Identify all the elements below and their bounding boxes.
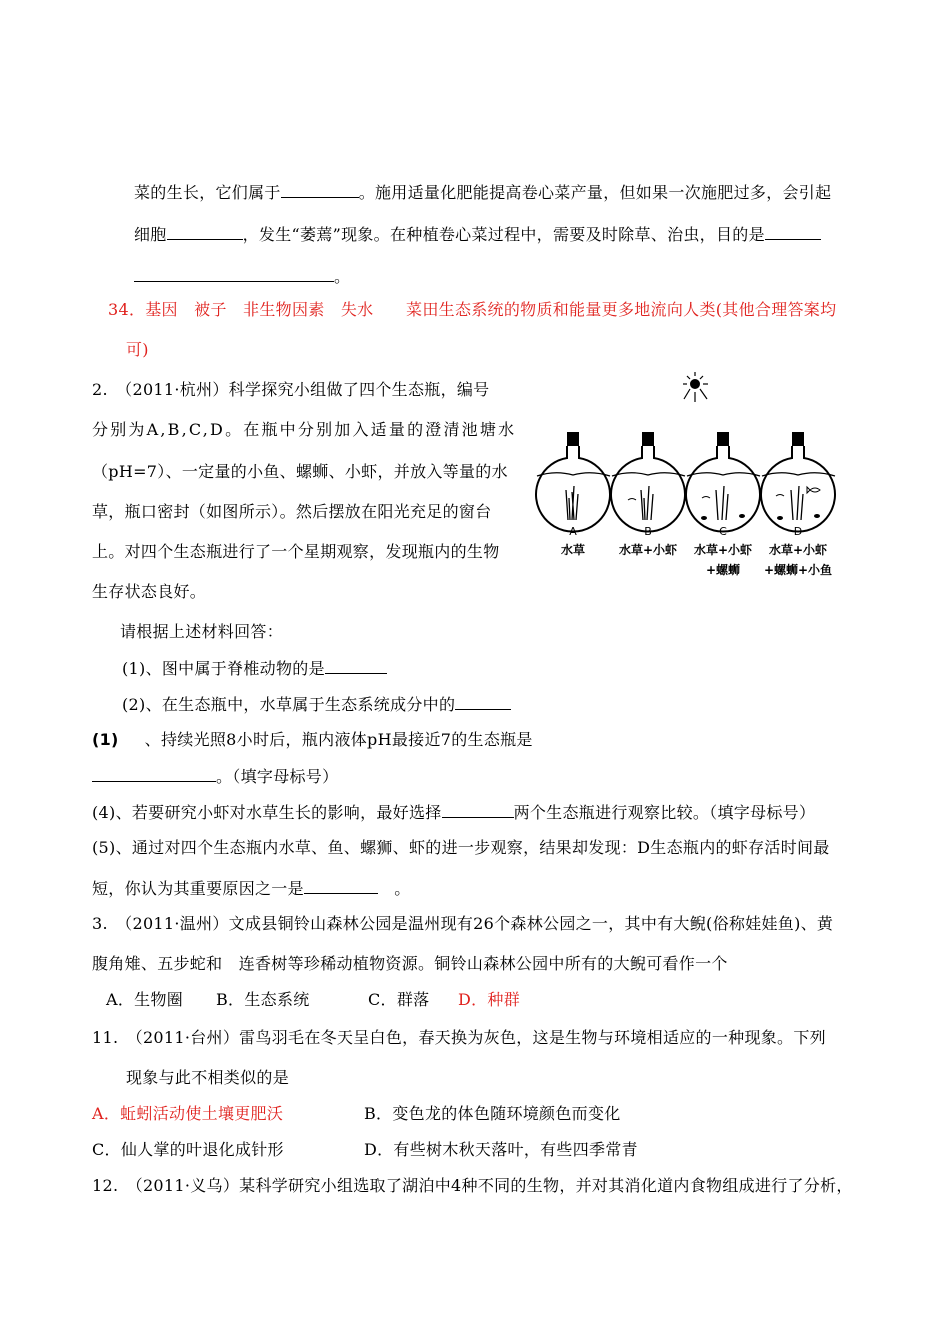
bottle-d xyxy=(761,432,835,532)
q11-line-1: 11. （2011·台州）雷鸟羽毛在冬天呈白色，春天换为灰色，这是生物与环境相适应的一种现象。下列 xyxy=(92,1028,826,1047)
text-fragment: 。 xyxy=(334,267,351,286)
snail-icon xyxy=(701,516,707,520)
answer-blank[interactable] xyxy=(281,182,359,198)
bottle-b-letter: B xyxy=(644,525,652,538)
prev-question-line-2 xyxy=(134,224,821,245)
q2-sub-3-cont xyxy=(92,766,338,787)
answer-blank[interactable] xyxy=(92,766,216,782)
q2-line-4: 草，瓶口密封（如图所示）。然后摆放在阳光充足的窗台 xyxy=(92,502,492,521)
answer-blank[interactable] xyxy=(442,802,514,818)
bottle-d-letter: D xyxy=(793,525,803,538)
q3-option-c[interactable]: C．群落 xyxy=(368,990,430,1009)
snail-icon xyxy=(739,514,745,518)
q11-line-2: 现象与此不相类似的是 xyxy=(126,1068,290,1087)
text-fragment: 、持续光照8小时后，瓶内液体pH最接近7的生态瓶是 xyxy=(144,730,533,749)
q2-sub-5-line-2 xyxy=(92,878,411,899)
text-fragment: ，发生“萎蔫”现象。在种植卷心菜过程中，需要及时除草、治虫，目的是 xyxy=(242,225,765,244)
q2-sub-4 xyxy=(92,802,815,823)
shrimp-icon xyxy=(628,499,636,501)
q2-sub-1 xyxy=(122,658,387,679)
text-fragment: 菜的生长，它们属于 xyxy=(134,183,281,202)
q3-line-2: 腹角雉、五步蛇和 连香树等珍稀动植物资源。铜铃山森林公园中所有的大鲵可看作一个 xyxy=(92,954,728,973)
q2-line-2: 分别为A,B,C,D。在瓶中分别加入适量的澄清池塘水 xyxy=(92,420,517,439)
bottle-a-letter: A xyxy=(569,525,577,538)
q3-option-d[interactable]: D．种群 xyxy=(458,990,521,1009)
q2-line-5: 上。对四个生态瓶进行了一个星期观察，发现瓶内的生物 xyxy=(92,542,500,561)
answer-34-line-2: 可) xyxy=(126,340,149,359)
shrimp-icon xyxy=(702,497,710,499)
text-fragment: 细胞 xyxy=(134,225,167,244)
prev-question-line-3 xyxy=(134,266,350,287)
shrimp-icon xyxy=(776,495,784,497)
text-fragment: 短，你认为其重要原因之一是 xyxy=(92,879,304,898)
q2-sub-3 xyxy=(92,730,533,750)
text-fragment: 两个生态瓶进行观察比较。（填字母标号） xyxy=(513,803,816,822)
answer-blank[interactable] xyxy=(325,658,387,674)
text-fragment: (1) xyxy=(92,730,119,749)
bottle-b-label: 水草+小虾 xyxy=(618,543,678,557)
snail-icon xyxy=(777,516,783,520)
snail-icon xyxy=(814,514,820,518)
answer-blank[interactable] xyxy=(455,694,511,710)
q3-option-a[interactable]: A．生物圈 xyxy=(106,990,184,1009)
q2-sub-5-line-1: (5)、通过对四个生态瓶内水草、鱼、螺狮、虾的进一步观察，结果却发现：D生态瓶内的虾存活时间最 xyxy=(92,838,830,857)
q11-options-row-1 xyxy=(92,1104,621,1124)
bottle-a-label: 水草 xyxy=(560,543,586,557)
q2-line-1: 2. （2011·杭州）科学探究小组做了四个生态瓶，编号 xyxy=(92,380,490,399)
q3-line-1: 3. （2011·温州）文成县铜铃山森林公园是温州现有26个森林公园之一，其中有大鲵(俗称娃娃鱼)、黄 xyxy=(92,914,834,933)
bottle-c-letter: C xyxy=(719,525,727,538)
bottle-b xyxy=(611,432,685,532)
text-fragment: (2)、在生态瓶中，水草属于生态系统成分中的 xyxy=(122,695,456,714)
q11-option-c[interactable]: C．仙人掌的叶退化成针形 xyxy=(92,1140,284,1159)
bottle-a xyxy=(536,432,610,532)
text-fragment: 。施用适量化肥能提高卷心菜产量，但如果一次施肥过多，会引起 xyxy=(358,183,832,202)
bottle-c xyxy=(686,432,760,532)
bottle-c-label-2: +螺蛳 xyxy=(705,563,741,577)
q11-options-row-2 xyxy=(92,1140,638,1160)
bottle-c-label: 水草+小虾 xyxy=(693,543,753,557)
q2-line-3: （pH=7）、一定量的小鱼、螺蛳、小虾，并放入等量的水 xyxy=(92,462,508,481)
text-fragment: 。（填字母标号） xyxy=(216,767,339,786)
text-fragment: (4)、若要研究小虾对水草生长的影响，最好选择 xyxy=(92,803,442,822)
bottle-d-label: 水草+小虾 xyxy=(768,543,828,557)
q3-options xyxy=(106,990,520,1010)
bottle-d-label-2: +螺蛳+小鱼 xyxy=(763,563,833,577)
answer-blank[interactable] xyxy=(765,224,821,240)
q2-sub-2 xyxy=(122,694,511,715)
text-fragment: (1)、图中属于脊椎动物的是 xyxy=(122,659,325,678)
fish-icon xyxy=(807,487,820,493)
q3-option-b[interactable]: B．生态系统 xyxy=(216,990,310,1009)
answer-blank[interactable] xyxy=(134,266,334,282)
answer-blank[interactable] xyxy=(167,224,243,240)
prev-question-line-1 xyxy=(134,182,831,203)
q11-option-a[interactable]: A．蚯蚓活动使土壤更肥沃 xyxy=(92,1104,284,1123)
q2-line-6: 生存状态良好。 xyxy=(92,582,207,601)
q11-option-b[interactable]: B．变色龙的体色随环境颜色而变化 xyxy=(364,1104,621,1123)
answer-blank[interactable] xyxy=(304,878,378,894)
q2-prompt: 请根据上述材料回答： xyxy=(120,622,284,641)
ecobottle-figure xyxy=(532,372,852,587)
q11-option-d[interactable]: D．有些树木秋天落叶，有些四季常青 xyxy=(364,1140,638,1159)
q12-line-1: 12. （2011·义乌）某科学研究小组选取了湖泊中4种不同的生物，并对其消化道内食物组成进行了分析， xyxy=(92,1176,853,1195)
text-fragment: 。 xyxy=(377,879,411,898)
answer-34-line-1: 34．基因 被子 非生物因素 失水 菜田生态系统的物质和能量更多地流向人类(其他合理答案均 xyxy=(108,300,837,319)
sun-icon xyxy=(683,372,708,402)
